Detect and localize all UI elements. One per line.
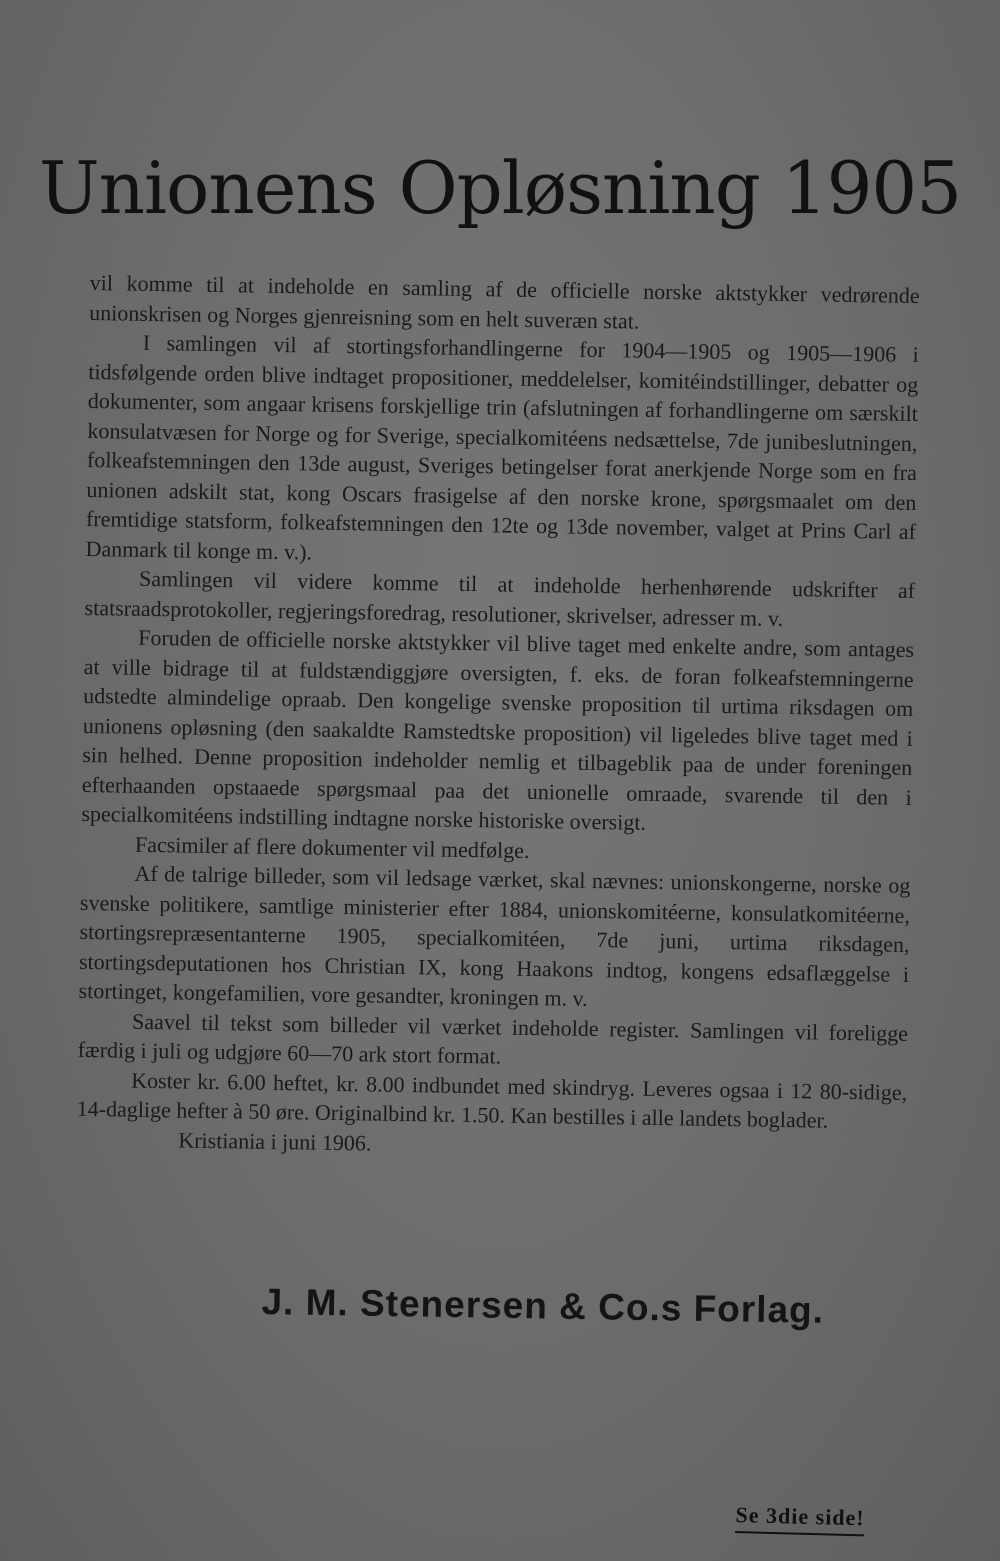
paragraph-register: Saavel til tekst som billeder vil værket indeholde register. Samlingen vil foreligge færdig i juli og udgjøre 60—70 ark stort format. bbox=[77, 1008, 909, 1069]
paragraph-facsimiles: Facsimiler af flere dokumenter vil medfølge. bbox=[134, 831, 530, 863]
body-text bbox=[76, 268, 920, 1166]
paragraph-illustrations: Af de talrige billeder, som vil ledsage værket, skal nævnes: unionskongerne, norske og svenske politikere, samtlige ministerier efter 1884, unionskomitéerne, konsulatkomitéerne, stortingsrepræsentanterne 1905, specialkomitéen, 7de juni, urtima riksdagen, stortingsdeputationen hos Christian IX, kong Haakons indtog, kongens edsaflæggelse i stortinget, kongefamilien, vore gesandter, kroningen m. v. bbox=[78, 860, 911, 1011]
document-title: Unionens Opløsning 1905 bbox=[38, 146, 962, 230]
paragraph-protocols: Samlingen vil videre komme til at indeholde herhenhørende udskrifter af statsraadsprotokoller, regjeringsforedrag, resolutioner, skrivelser, adresser m. v. bbox=[84, 565, 916, 631]
see-next-page-note: Se 3die side! bbox=[735, 1500, 865, 1536]
place-date: Kristiania i juni 1906. bbox=[178, 1126, 372, 1156]
paragraph-price: Koster kr. 6.00 heftet, kr. 8.00 indbundet med skindryg. Leveres ogsaa i 12 80-sidige, 14-daglige hefter à 50 øre. Originalbind kr. 1.50. Kan bestilles i alle landets boglader. bbox=[76, 1067, 908, 1133]
paragraph-intro: vil komme til at indeholde en samling af de officielle norske aktstykker vedrørende unionskrisen og Norges gjenreisning som en helt suveræn stat. bbox=[89, 269, 920, 334]
publisher-name: J. M. Stenersen & Co.s Forlag. bbox=[261, 1280, 825, 1331]
paragraph-other-documents: Foruden de officielle norske aktstykker vil blive taget med enkelte andre, som antages at ville bidrage til at fuldstændiggjøre oversigten, f. eks. de foran folkeafstemningerne udstedte almindelige opraab. Den kongelige svenske proposition til urtima riksdagen om unionens opløsning (den saakaldte Ramstedtske proposition) vil ligeledes blive taget med i sin helhed. Denne proposition indeholder nemlig et tilbageblik paa de under foreningen efterhaanden opstaaede spørgsmaal paa det unionelle omraade, svarende til den i specialkomitéens indstilling indtagne norske historiske oversigt. bbox=[81, 624, 915, 835]
paragraph-storting-negotiations: I samlingen vil af stortingsforhandlingerne for 1904—1905 og 1905—1906 i tidsfølgende orden blive indtaget propositioner, meddelelser, komitéindstillinger, debatter og dokumenter, som angaar krisens forskjellige trin (afslutningen af forhandlingerne om særskilt konsulatvæsen for Norge og for Sverige, specialkomitéens nedsættelse, 7de junibeslutningen, folkeafstemningen den 13de august, Sveriges betingelser forat anerkjende Norge som en fra unionen adskilt stat, kong Oscars frasigelse af den norske krone, spørgsmaalet om den fremtidige statsform, folkeafstemningen den 12te og 13de november, valget at Prins Carl af Danmark til konge m. v.). bbox=[85, 329, 919, 565]
